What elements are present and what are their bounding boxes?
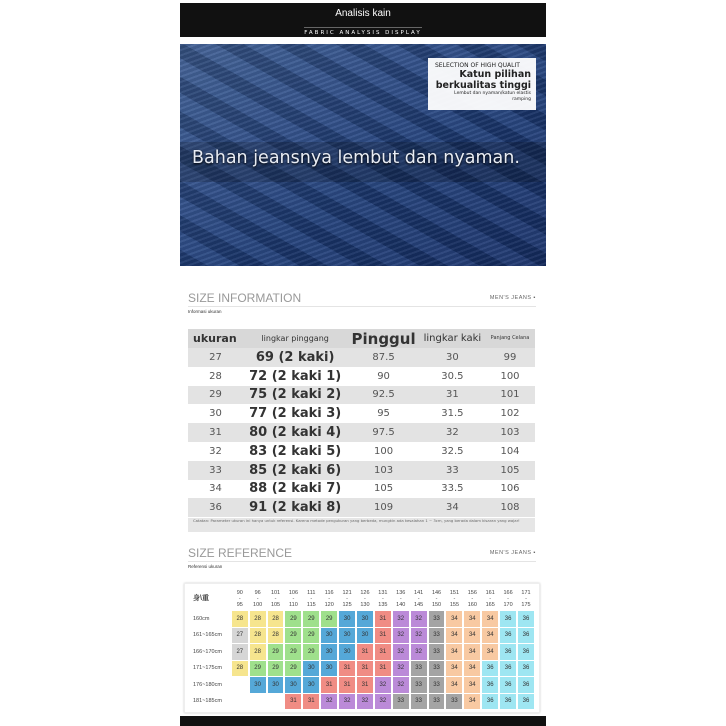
table-cell: 100 (374, 445, 394, 457)
table-cell: 77 (2 kaki 3) (249, 406, 342, 422)
table-cell: 31 (209, 427, 222, 439)
size-cell: 36 (518, 661, 534, 677)
height-label: 176~180cm (193, 681, 222, 688)
weight-min: 131 (378, 589, 388, 596)
size-cell: 28 (268, 611, 284, 627)
size-cell: 29 (285, 628, 301, 644)
size-cell: 33 (411, 694, 427, 710)
table-cell: 95 (377, 408, 390, 420)
table-cell: 69 (2 kaki) (255, 349, 335, 365)
size-cell: 32 (411, 611, 427, 627)
size-cell: 28 (232, 661, 248, 677)
weight-max: 115 (306, 601, 316, 608)
table-cell: 72 (2 kaki 1) (249, 368, 342, 384)
size-cell (232, 694, 248, 710)
table-row (188, 348, 535, 367)
table-cell: 90 (377, 370, 390, 382)
size-cell: 30 (357, 611, 373, 627)
table-cell: 97.5 (372, 427, 395, 439)
table-cell: 85 (2 kaki 6) (249, 462, 342, 478)
table-cell: 32.5 (441, 445, 464, 457)
size-cell: 33 (429, 677, 445, 693)
table-row (188, 386, 535, 405)
size-cell: 32 (411, 644, 427, 660)
weight-max: 95 (236, 601, 243, 608)
weight-min: 166 (503, 589, 513, 596)
size-cell: 27 (232, 628, 248, 644)
size-cell: 30 (357, 628, 373, 644)
size-cell: 32 (393, 628, 409, 644)
size-cell: 36 (482, 677, 498, 693)
table-header (188, 329, 535, 348)
table-row (188, 367, 535, 386)
weight-max: 170 (503, 601, 513, 608)
size-cell: 34 (446, 644, 462, 660)
grid-row (190, 628, 534, 644)
size-cell: 31 (303, 694, 319, 710)
column-header: lingkar kaki (420, 329, 485, 348)
size-cell: 28 (250, 644, 266, 660)
size-cell: 30 (303, 661, 319, 677)
grid-row (190, 611, 534, 627)
box-line4: ramping (512, 97, 531, 102)
weight-max: 125 (342, 601, 352, 608)
weight-min: 116 (324, 589, 334, 596)
size-cell: 36 (518, 628, 534, 644)
size-cell: 32 (393, 661, 409, 677)
size-note: Catatan: Parameter ukuran ini hanya untuk referensi. Karena metode pengukuran yang berbeda, mungkin ada kesalahan 1 ~ 3cm, yang berada dalam kisaran yang wajar! (188, 518, 535, 532)
table-cell: 100 (500, 370, 520, 382)
height-label: 181~185cm (193, 698, 222, 705)
size-cell: 34 (446, 611, 462, 627)
size-cell: 30 (321, 661, 337, 677)
size-cell: 31 (285, 694, 301, 710)
size-cell (250, 694, 266, 710)
size-cell: 31 (339, 677, 355, 693)
size-info-table (188, 329, 535, 517)
size-cell: 36 (500, 611, 516, 627)
next-section-header (180, 716, 546, 726)
size-cell: 34 (464, 644, 480, 660)
table-cell: 92.5 (372, 389, 395, 401)
table-cell: 75 (2 kaki 2) (249, 387, 342, 403)
size-cell: 34 (482, 644, 498, 660)
size-info-title: SIZE INFORMATION (188, 291, 302, 305)
size-cell: 36 (500, 677, 516, 693)
size-ref-category: MEN'S JEANS ▪ (489, 550, 536, 556)
size-cell: 29 (285, 611, 301, 627)
size-ref-title: SIZE REFERENCE (188, 546, 293, 560)
weight-max: 135 (378, 601, 388, 608)
size-cell: 32 (393, 644, 409, 660)
column-header: lingkar pinggang (243, 329, 347, 348)
weight-header: 90 - 95 (236, 589, 243, 608)
weight-min: 136 (396, 589, 406, 596)
weight-header: 156 - 160 (467, 589, 477, 608)
weight-header: 166 - 170 (503, 589, 513, 608)
table-cell: 80 (2 kaki 4) (249, 425, 342, 441)
weight-header: 126 - 130 (360, 589, 370, 608)
size-cell: 32 (375, 677, 391, 693)
table-cell: 30 (209, 408, 222, 420)
size-cell: 36 (500, 694, 516, 710)
table-row (188, 461, 535, 480)
weight-header: 101 - 105 (270, 589, 281, 608)
divider (188, 306, 536, 307)
slogan: Bahan jeansnya lembut dan nyaman. (192, 148, 520, 168)
divider (188, 561, 536, 562)
size-cell: 31 (357, 661, 373, 677)
table-cell: 29 (209, 389, 222, 401)
size-cell: 33 (429, 694, 445, 710)
weight-header: 116 - 120 (324, 589, 334, 608)
size-cell: 36 (518, 644, 534, 660)
table-cell: 30.5 (441, 370, 464, 382)
weight-min: 151 (449, 589, 460, 596)
size-cell: 33 (429, 661, 445, 677)
weight-min: 96 (254, 589, 261, 596)
size-cell: 29 (303, 611, 319, 627)
weight-max: 155 (449, 601, 460, 608)
size-cell: 36 (482, 661, 498, 677)
size-cell: 34 (464, 677, 480, 693)
grid-corner: 身\重 (193, 594, 209, 602)
size-cell: 30 (285, 677, 301, 693)
table-row (188, 423, 535, 442)
table-cell: 103 (500, 427, 520, 439)
size-cell: 31 (357, 644, 373, 660)
size-cell: 33 (429, 644, 445, 660)
weight-min: 111 (307, 589, 316, 596)
table-cell: 27 (209, 351, 222, 363)
table-row (188, 480, 535, 499)
denim-fabric-image (180, 44, 546, 266)
size-cell: 34 (446, 628, 462, 644)
weight-header: 131 - 135 (378, 589, 388, 608)
table-cell: 108 (500, 502, 520, 514)
size-cell: 34 (464, 628, 480, 644)
size-cell: 36 (500, 628, 516, 644)
table-row (188, 404, 535, 423)
weight-min: 101 (270, 589, 281, 596)
size-cell: 34 (464, 611, 480, 627)
weight-max: 165 (485, 601, 495, 608)
table-cell: 87.5 (372, 351, 395, 363)
column-header: Panjang Celana (485, 329, 535, 348)
size-cell: 31 (375, 661, 391, 677)
size-cell: 29 (285, 661, 301, 677)
column-header: ukuran (188, 329, 243, 348)
size-cell: 31 (357, 677, 373, 693)
size-reference-grid (184, 583, 540, 713)
weight-header: 111 - 115 (306, 589, 316, 608)
weight-max: 150 (431, 601, 442, 608)
table-cell: 99 (503, 351, 517, 363)
weight-max: 140 (396, 601, 406, 608)
weight-header: 96 - 100 (253, 589, 263, 608)
size-cell: 29 (268, 661, 284, 677)
table-cell: 109 (374, 502, 394, 514)
weight-min: 146 (431, 589, 442, 596)
weight-min: 161 (485, 589, 495, 596)
grid-row (190, 644, 534, 660)
size-cell: 34 (464, 694, 480, 710)
size-cell: 32 (411, 628, 427, 644)
size-cell: 34 (482, 628, 498, 644)
table-cell: 106 (500, 483, 520, 495)
size-cell: 34 (482, 611, 498, 627)
grid-row (190, 694, 534, 710)
size-cell: 31 (375, 628, 391, 644)
header-title: Analisis kain (335, 8, 391, 19)
size-cell: 33 (429, 611, 445, 627)
table-cell: 103 (374, 464, 394, 476)
height-label: 161~165cm (193, 632, 222, 639)
weight-min: 106 (288, 589, 299, 596)
weight-max: 160 (467, 601, 477, 608)
table-cell: 33 (209, 464, 222, 476)
size-cell: 30 (303, 677, 319, 693)
weight-header: 146 - 150 (431, 589, 442, 608)
weight-max: 120 (324, 601, 334, 608)
size-cell: 29 (268, 644, 284, 660)
size-cell (232, 677, 248, 693)
quality-box (428, 58, 536, 110)
height-label: 160cm (193, 615, 210, 622)
size-cell: 28 (268, 628, 284, 644)
size-cell: 28 (250, 628, 266, 644)
size-cell: 31 (375, 644, 391, 660)
table-cell: 30 (446, 351, 459, 363)
size-cell: 27 (232, 644, 248, 660)
size-cell: 32 (375, 694, 391, 710)
size-cell: 30 (250, 677, 266, 693)
size-cell: 32 (339, 694, 355, 710)
weight-header: 171 - 175 (521, 589, 531, 608)
height-label: 166~170cm (193, 648, 222, 655)
size-cell: 33 (429, 628, 445, 644)
table-cell: 88 (2 kaki 7) (249, 481, 342, 497)
table-cell: 105 (374, 483, 394, 495)
weight-max: 100 (253, 601, 263, 608)
weight-max: 105 (270, 601, 281, 608)
weight-header: 141 - 145 (414, 589, 424, 608)
height-label: 171~175cm (193, 665, 222, 672)
table-cell: 33.5 (441, 483, 464, 495)
box-line3: Lembut dan nyaman/katun elastis (454, 91, 531, 96)
size-cell: 36 (500, 661, 516, 677)
weight-min: 156 (467, 589, 477, 596)
size-cell: 30 (339, 644, 355, 660)
grid-row (190, 677, 534, 693)
weight-header: 151 - 155 (449, 589, 460, 608)
table-cell: 36 (209, 502, 222, 514)
table-cell: 28 (209, 370, 222, 382)
size-cell: 29 (303, 644, 319, 660)
size-cell: 32 (393, 677, 409, 693)
size-cell: 34 (464, 661, 480, 677)
table-cell: 104 (500, 445, 520, 457)
table-cell: 34 (446, 502, 459, 514)
size-cell: 28 (232, 611, 248, 627)
table-cell: 32 (446, 427, 459, 439)
weight-header: 121 - 125 (342, 589, 352, 608)
table-cell: 91 (2 kaki 8) (249, 500, 342, 516)
size-cell: 33 (446, 694, 462, 710)
size-cell: 30 (339, 628, 355, 644)
box-line2: berkualitas tinggi (435, 80, 531, 91)
size-cell: 32 (321, 694, 337, 710)
size-cell: 31 (375, 611, 391, 627)
size-cell: 29 (285, 644, 301, 660)
size-cell: 29 (303, 628, 319, 644)
table-cell: 31 (446, 389, 459, 401)
size-cell: 36 (518, 694, 534, 710)
size-ref-subtitle: Referensi ukuran (188, 564, 223, 569)
table-cell: 102 (500, 408, 520, 420)
size-cell: 33 (393, 694, 409, 710)
table-row (188, 498, 535, 517)
table-cell: 31.5 (441, 408, 464, 420)
size-cell: 36 (518, 677, 534, 693)
weight-max: 130 (360, 601, 370, 608)
box-en: SELECTION OF HIGH QUALIT (435, 62, 520, 69)
table-row (188, 442, 535, 461)
size-cell: 34 (446, 677, 462, 693)
weight-min: 90 (236, 589, 243, 596)
column-header: Pinggul (347, 329, 420, 348)
size-cell: 30 (339, 611, 355, 627)
size-info-category: MEN'S JEANS ▪ (489, 295, 536, 301)
table-cell: 101 (500, 389, 520, 401)
grid-row (190, 661, 534, 677)
size-cell: 28 (250, 611, 266, 627)
weight-header: 136 - 140 (396, 589, 406, 608)
table-cell: 34 (209, 483, 222, 495)
size-cell: 36 (500, 644, 516, 660)
header-subtitle: FABRIC ANALYSIS DISPLAY (304, 27, 421, 36)
weight-max: 175 (521, 601, 531, 608)
weight-min: 126 (360, 589, 370, 596)
weight-header: 106 - 110 (288, 589, 299, 608)
size-cell: 32 (357, 694, 373, 710)
size-cell: 33 (411, 677, 427, 693)
size-cell: 30 (321, 628, 337, 644)
weight-min: 141 (414, 589, 424, 596)
size-cell (268, 694, 284, 710)
size-ref-section (180, 545, 546, 575)
size-cell: 30 (268, 677, 284, 693)
size-cell: 31 (321, 677, 337, 693)
size-cell: 32 (393, 611, 409, 627)
box-line1: Katun pilihan (459, 69, 531, 80)
size-cell: 34 (446, 661, 462, 677)
weight-min: 171 (521, 589, 531, 596)
weight-header: 161 - 165 (485, 589, 495, 608)
weight-min: 121 (342, 589, 352, 596)
table-cell: 105 (500, 464, 520, 476)
size-cell: 29 (321, 611, 337, 627)
size-cell: 36 (482, 694, 498, 710)
table-cell: 32 (209, 445, 222, 457)
size-cell: 30 (321, 644, 337, 660)
fabric-header (180, 3, 546, 37)
size-info-section (180, 290, 546, 320)
table-cell: 33 (446, 464, 459, 476)
size-cell: 33 (411, 661, 427, 677)
weight-max: 145 (414, 601, 424, 608)
table-cell: 83 (2 kaki 5) (249, 443, 342, 459)
size-cell: 29 (250, 661, 266, 677)
size-info-subtitle: Informasi ukuran (188, 309, 222, 314)
size-cell: 31 (339, 661, 355, 677)
size-cell: 36 (518, 611, 534, 627)
weight-max: 110 (289, 601, 298, 608)
